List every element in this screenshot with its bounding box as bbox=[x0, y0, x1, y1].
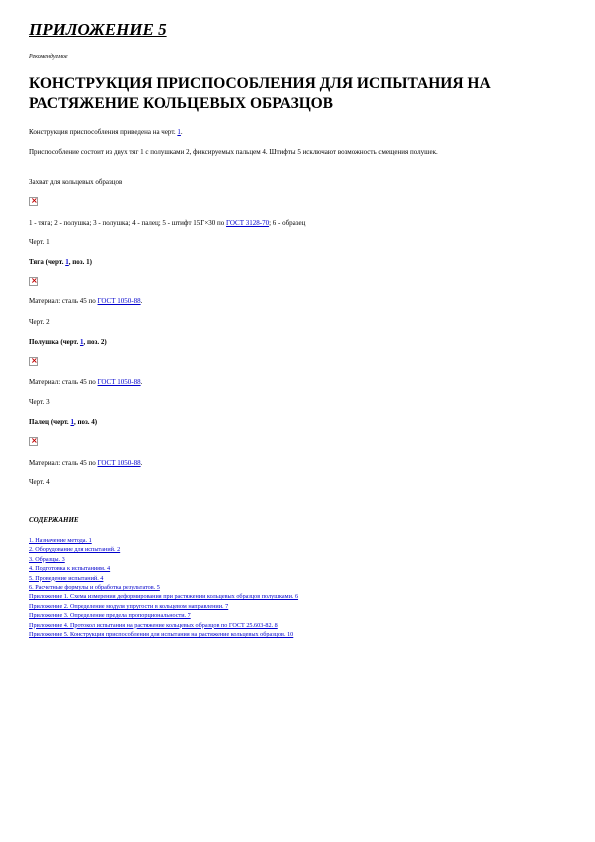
link-gost-3128[interactable]: ГОСТ 3128-70 bbox=[226, 219, 270, 227]
material-line-1 bbox=[29, 297, 142, 306]
toc-link[interactable]: 5. Проведение испытаний. 4 bbox=[29, 574, 104, 582]
toc-link[interactable]: 4. Подготовка к испытаниям. 4 bbox=[29, 565, 111, 573]
broken-image-icon: × bbox=[31, 436, 38, 445]
toc-item bbox=[29, 611, 298, 620]
toc-link[interactable]: Приложение 5. Конструкция приспособления для испытания на растяжение кольцевых образцов. 10 bbox=[29, 631, 294, 639]
toc-link[interactable]: Приложение 3. Определение предела пропорциональности. 7 bbox=[29, 612, 191, 620]
toc-link[interactable]: Приложение 1. Схема измерения деформирования при растяжении кольцевых образцов полушками. 6 bbox=[29, 593, 299, 601]
figure-caption-4: Черт. 4 bbox=[29, 478, 50, 486]
toc-item bbox=[29, 630, 298, 639]
section-polushka-end: , поз. 2) bbox=[83, 338, 107, 346]
link-gost-1050[interactable]: ГОСТ 1050-88 bbox=[97, 459, 141, 467]
toc-link[interactable]: 3. Образцы. 3 bbox=[29, 555, 65, 563]
link-gost-1050[interactable]: ГОСТ 1050-88 bbox=[97, 378, 141, 386]
material-end: . bbox=[140, 459, 143, 467]
material-text: Материал: сталь 45 по bbox=[29, 297, 98, 305]
section-palec-text: Палец (черт. bbox=[29, 418, 71, 426]
toc-item bbox=[29, 555, 298, 564]
link-palec-chert[interactable]: 1 bbox=[70, 418, 74, 426]
material-line-2 bbox=[29, 378, 142, 387]
figure-legend bbox=[29, 219, 305, 228]
toc-item bbox=[29, 621, 298, 630]
toc-item bbox=[29, 583, 298, 592]
material-text: Материал: сталь 45 по bbox=[29, 378, 98, 386]
link-chert-1[interactable]: 1 bbox=[177, 128, 181, 136]
section-tiaga-text: Тяга (черт. bbox=[29, 258, 66, 266]
figure-caption-3: Черт. 3 bbox=[29, 398, 50, 406]
link-polushka-chert[interactable]: 1 bbox=[79, 338, 84, 346]
section-polushka-text: Полушка (черт. bbox=[29, 338, 80, 346]
paragraph-clamp: Захват для кольцевых образцов bbox=[29, 178, 123, 186]
toc-link[interactable]: 2. Оборудование для испытаний. 2 bbox=[29, 546, 121, 554]
toc-heading: СОДЕРЖАНИЕ bbox=[29, 516, 79, 524]
section-palec bbox=[29, 418, 97, 426]
figure-caption-1: Черт. 1 bbox=[29, 238, 50, 246]
toc-item bbox=[29, 592, 298, 601]
toc-item bbox=[29, 545, 298, 554]
toc-link[interactable]: 6. Расчетные формулы и обработка результатов. 5 bbox=[29, 584, 160, 592]
page-heading: КОНСТРУКЦИЯ ПРИСПОСОБЛЕНИЯ ДЛЯ ИСПЫТАНИЯ НА РАСТЯЖЕНИЕ КОЛЬЦЕВЫХ ОБРАЗЦОВ bbox=[29, 75, 491, 112]
toc-item bbox=[29, 574, 298, 583]
figure-legend-text: 1 - тяга; 2 - полушка; 3 - полушка; 4 - палец; 5 - штифт 15Г×30 по bbox=[29, 219, 227, 227]
material-end: . bbox=[140, 378, 143, 386]
section-polushka bbox=[29, 338, 107, 346]
material-line-3 bbox=[29, 459, 142, 468]
broken-image-icon: × bbox=[31, 196, 38, 205]
figure-caption-2: Черт. 2 bbox=[29, 318, 50, 326]
broken-image-icon: × bbox=[31, 356, 38, 365]
paragraph-description: Приспособление состоит из двух тяг 1 с полушками 2, фиксируемых пальцем 4. Штифты 5 исключают возможность смещения полушек. bbox=[29, 148, 438, 156]
section-palec-end: , поз. 4) bbox=[73, 418, 98, 426]
toc-link[interactable]: 1. Назначение метода. 1 bbox=[29, 537, 92, 544]
material-text: Материал: сталь 45 по bbox=[29, 459, 98, 467]
appendix-title: ПРИЛОЖЕНИЕ 5 bbox=[29, 20, 167, 39]
appendix-status: Рекомендуемое bbox=[29, 54, 68, 60]
material-end: . bbox=[140, 297, 143, 305]
section-tiaga-end: , поз. 1) bbox=[68, 258, 92, 266]
link-gost-1050[interactable]: ГОСТ 1050-88 bbox=[97, 297, 141, 305]
paragraph-intro bbox=[29, 128, 183, 137]
figure-legend-end: ; 6 - образец bbox=[269, 219, 306, 227]
toc-item bbox=[29, 536, 298, 545]
paragraph-intro-end: . bbox=[180, 128, 183, 136]
toc-item bbox=[29, 564, 298, 573]
paragraph-intro-text: Конструкция приспособления приведена на черт. bbox=[29, 128, 178, 136]
toc-list bbox=[29, 536, 298, 639]
link-tiaga-chert[interactable]: 1 bbox=[65, 258, 69, 266]
broken-image-icon: × bbox=[31, 276, 38, 285]
toc-link[interactable]: Приложение 2. Определение модуля упругости в кольцевом направлении. 7 bbox=[29, 602, 229, 610]
toc-item bbox=[29, 602, 298, 611]
toc-link[interactable]: Приложение 4. Протокол испытания на растяжение кольцевых образцов по ГОСТ 25.603-82. 8 bbox=[29, 621, 278, 629]
section-tiaga bbox=[29, 258, 92, 266]
